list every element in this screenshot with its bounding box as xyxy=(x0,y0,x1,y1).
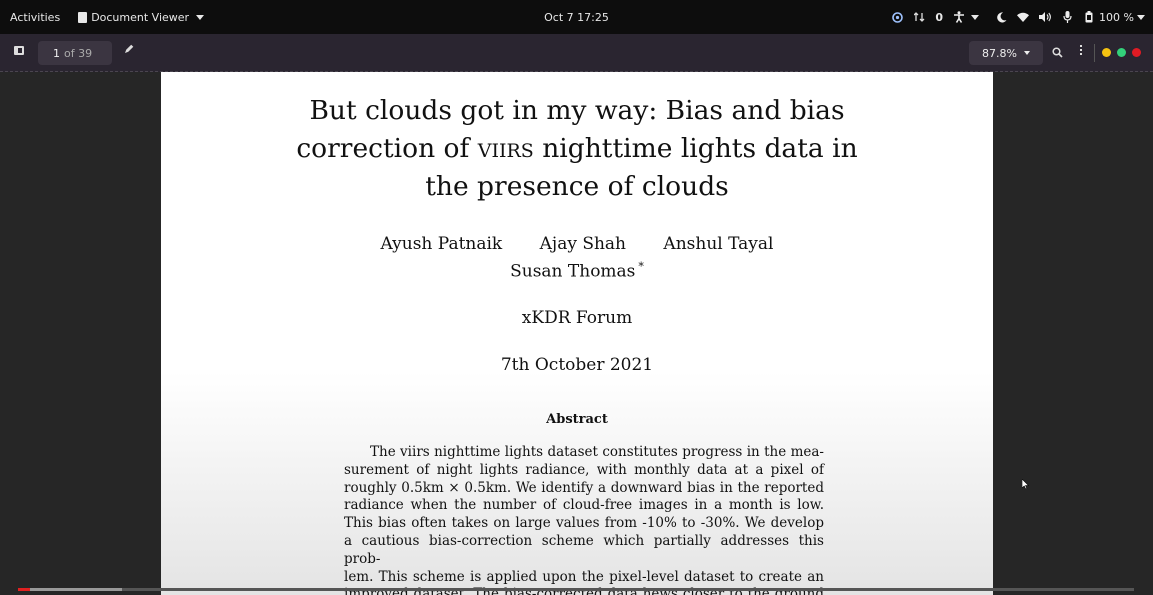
affiliation: xKDR Forum xyxy=(521,308,633,328)
volume-icon xyxy=(1039,11,1051,23)
battery-icon xyxy=(1083,11,1095,23)
chevron-down-icon xyxy=(971,15,979,20)
abstract-line: The viirs nighttime lights dataset constitutes progress in the mea- xyxy=(370,444,824,460)
footnote-mark: * xyxy=(638,260,644,273)
author-list xyxy=(161,233,993,255)
abstract-line: This bias often takes on large values from -10% to -30%. We develop xyxy=(344,515,824,532)
document-viewer-icon xyxy=(78,12,87,23)
abstract-line: a cautious bias-correction scheme which partially addresses this prob- xyxy=(344,532,824,567)
abstract-heading: Abstract xyxy=(546,412,608,427)
app-name: Document Viewer xyxy=(91,10,190,24)
accessibility-icon xyxy=(953,11,965,23)
minimize-button[interactable] xyxy=(1102,48,1111,57)
viewer-header-bar xyxy=(0,34,1153,72)
author-name: Susan Thomas * xyxy=(510,260,644,282)
night-light-icon xyxy=(995,11,1007,23)
abstract-line: surement of night lights radiance, with monthly data at a pixel of xyxy=(344,461,824,478)
window-controls xyxy=(1102,48,1141,57)
abstract-line: roughly 0.5km × 0.5km. We identify a downward bias in the reported xyxy=(344,479,824,496)
network-status-icon xyxy=(891,11,903,23)
page-selector[interactable] xyxy=(38,41,112,65)
menu-kebab-icon[interactable] xyxy=(1080,45,1083,57)
clock[interactable]: Oct 7 17:25 xyxy=(544,10,609,24)
app-menu[interactable] xyxy=(70,11,212,24)
chevron-down-icon xyxy=(1137,15,1145,20)
progress-played xyxy=(18,588,30,591)
playback-progress-bar[interactable] xyxy=(18,588,1134,591)
chevron-down-icon xyxy=(196,15,204,20)
wifi-icon xyxy=(1017,11,1029,23)
microphone-icon xyxy=(1061,11,1073,23)
paper-title xyxy=(161,92,993,206)
title-line-1: But clouds got in my way: Bias and bias xyxy=(309,95,845,126)
publication-date: 7th October 2021 xyxy=(500,355,654,375)
zoom-selector[interactable] xyxy=(969,41,1043,65)
abstract-body xyxy=(344,444,824,595)
sidebar-toggle-icon[interactable] xyxy=(14,46,24,55)
page-count-label: of 39 xyxy=(64,46,93,60)
document-canvas[interactable] xyxy=(0,72,1153,595)
activities-button[interactable]: Activities xyxy=(10,10,61,24)
zoom-level: 87.8% xyxy=(982,46,1017,60)
current-page-input[interactable]: 1 xyxy=(53,46,60,60)
battery-level: 100 % xyxy=(1099,10,1134,24)
annotate-pencil-icon[interactable] xyxy=(124,44,134,57)
pdf-page xyxy=(161,72,993,595)
tray-counter: 0 xyxy=(935,10,944,24)
progress-buffered xyxy=(18,588,122,591)
system-top-bar xyxy=(0,0,1153,34)
author-name: Ajay Shah xyxy=(539,234,627,254)
transfer-icon xyxy=(913,11,925,23)
mouse-pointer-icon xyxy=(1022,474,1029,493)
search-icon[interactable] xyxy=(1052,47,1063,61)
maximize-button[interactable] xyxy=(1117,48,1126,57)
system-tray[interactable] xyxy=(891,0,1145,34)
author-name: Ayush Patnaik xyxy=(380,234,503,254)
chevron-down-icon xyxy=(1024,51,1030,55)
header-separator xyxy=(1094,44,1095,62)
abstract-line: lem. This scheme is applied upon the pixel-level dataset to create an xyxy=(344,568,824,585)
title-line-2: correction of viirs nighttime lights data in xyxy=(296,133,858,164)
author-name: Anshul Tayal xyxy=(663,234,774,254)
abstract-line: radiance when the number of cloud-free images in a month is low. xyxy=(344,497,824,514)
title-line-3: the presence of clouds xyxy=(425,171,729,202)
close-button[interactable] xyxy=(1132,48,1141,57)
